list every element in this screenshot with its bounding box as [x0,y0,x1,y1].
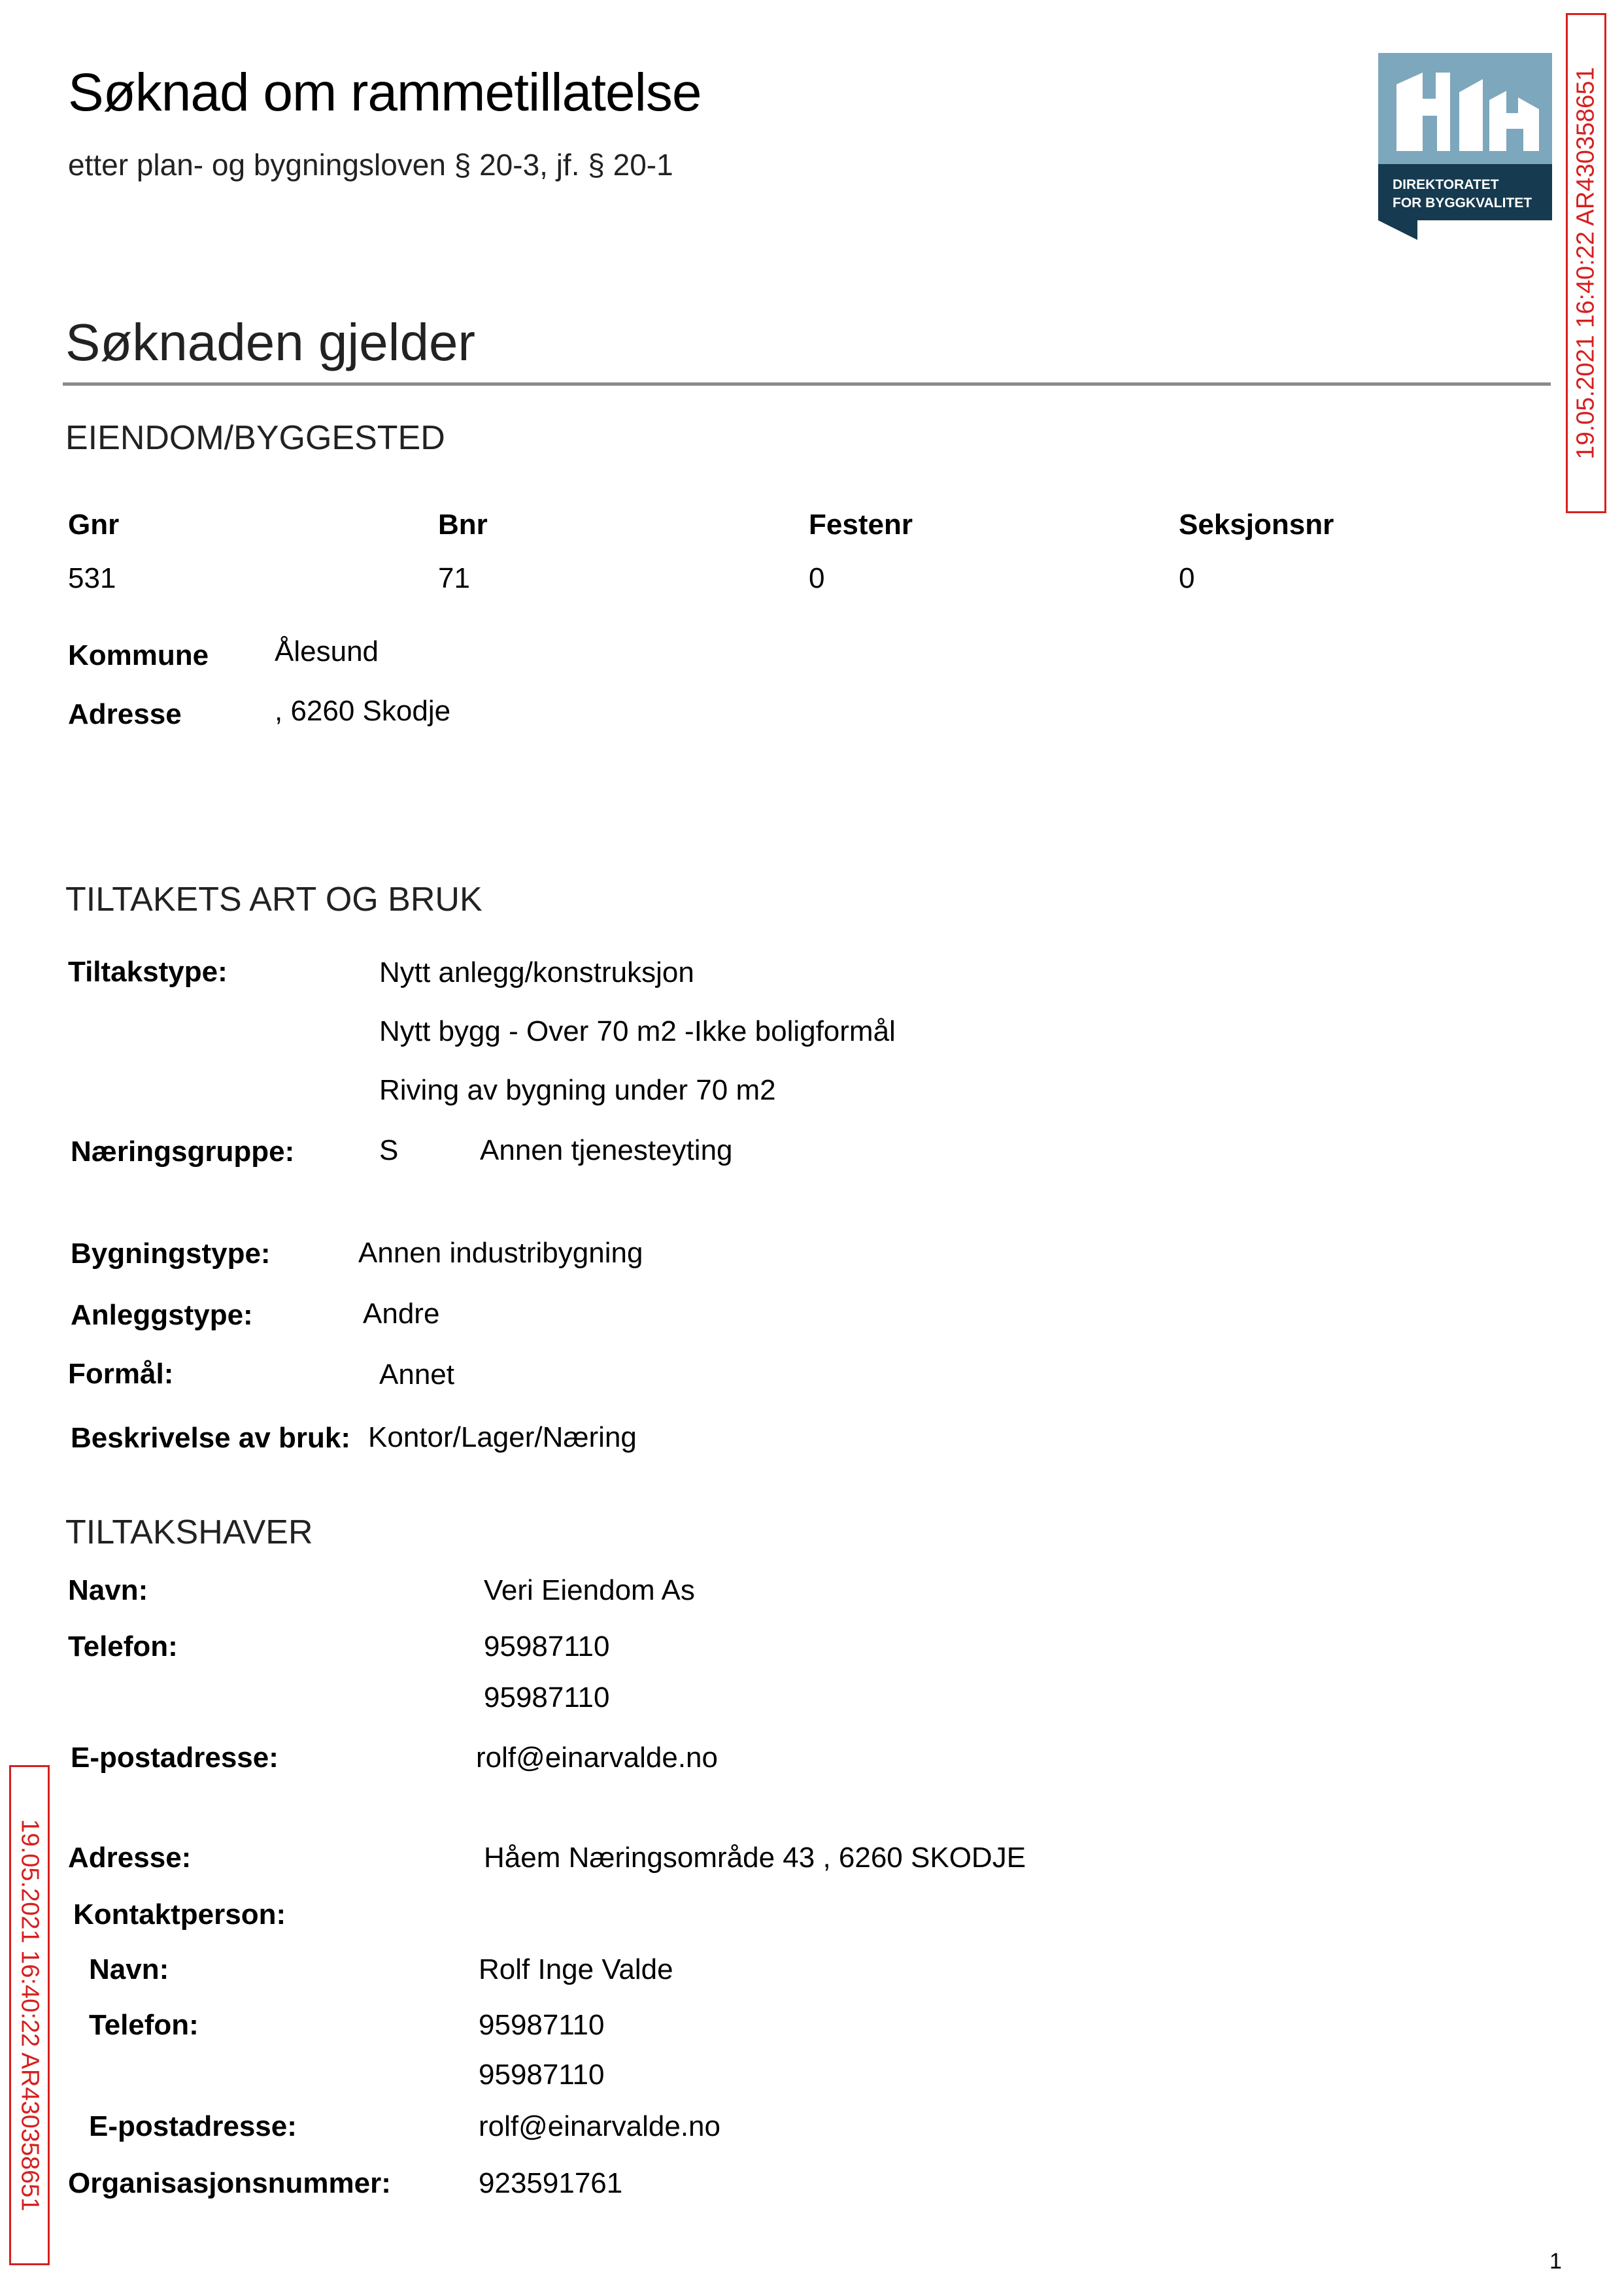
orgnr-label: Organisasjonsnummer: [68,2167,391,2199]
naeringsgruppe-code: S [379,1134,399,1166]
kontakt-navn-value: Rolf Inge Valde [479,1953,673,1985]
stamp-text: 19.05.2021 16:40:22 AR430358651 [1572,67,1600,460]
kontakt-epost-label: E-postadresse: [89,2110,297,2142]
date-stamp-bottom-left [9,1765,50,2265]
anleggstype-value: Andre [363,1298,440,1330]
seksjonsnr-value: 0 [1179,562,1195,594]
bygningstype-value: Annen industribygning [358,1237,643,1269]
stamp-text: 19.05.2021 16:40:22 AR430358651 [16,1819,44,2212]
orgnr-value: 923591761 [479,2167,623,2199]
tiltakstype-value-3: Riving av bygning under 70 m2 [379,1074,776,1106]
logo-text-line1: DIREKTORATET [1393,177,1499,192]
section-divider [63,382,1551,386]
seksjonsnr-label: Seksjonsnr [1179,509,1334,541]
kontakt-telefon-value-1: 95987110 [479,2009,605,2041]
telefon-label: Telefon: [68,1630,178,1662]
kommune-value: Ålesund [275,635,379,667]
tiltakstype-label: Tiltakstype: [68,956,228,988]
bygningstype-label: Bygningstype: [71,1238,271,1270]
date-stamp-top-right [1566,13,1606,513]
naeringsgruppe-value: Annen tjenesteyting [480,1134,733,1166]
logo-graphic [1378,53,1552,240]
section-title: Søknaden gjelder [65,313,476,371]
adresse-value: , 6260 Skodje [275,695,451,727]
tiltakshaver-heading: TILTAKSHAVER [65,1513,313,1551]
festenr-value: 0 [809,562,825,594]
formal-label: Formål: [68,1358,174,1390]
bnr-label: Bnr [438,509,488,541]
bnr-value: 71 [438,562,470,594]
adresse-label: Adresse [68,698,182,730]
tiltakstype-value-2: Nytt bygg - Over 70 m2 -Ikke boligformål [379,1015,896,1047]
telefon-value-2: 95987110 [484,1681,610,1713]
naeringsgruppe-label: Næringsgruppe: [71,1136,295,1168]
formal-value: Annet [379,1358,454,1391]
epost-label: E-postadresse: [71,1742,279,1774]
telefon-value-1: 95987110 [484,1630,610,1662]
tiltak-heading: TILTAKETS ART OG BRUK [65,881,482,919]
navn-label: Navn: [68,1574,148,1606]
document-subtitle: etter plan- og bygningsloven § 20-3, jf. § 20-1 [68,148,673,182]
tiltakshaver-adresse-label: Adresse: [68,1842,192,1874]
kontaktperson-label: Kontaktperson: [73,1898,286,1931]
eiendom-heading: EIENDOM/BYGGESTED [65,419,445,457]
anleggstype-label: Anleggstype: [71,1299,253,1331]
tiltakstype-value-1: Nytt anlegg/konstruksjon [379,956,694,988]
kontakt-telefon-value-2: 95987110 [479,2059,605,2091]
beskrivelse-value: Kontor/Lager/Næring [368,1421,637,1453]
kontakt-epost-value: rolf@einarvalde.no [479,2110,720,2142]
festenr-label: Festenr [809,509,913,541]
kontakt-navn-label: Navn: [89,1953,169,1985]
gnr-label: Gnr [68,509,120,541]
tiltakshaver-adresse-value: Håem Næringsområde 43 , 6260 SKODJE [484,1842,1026,1874]
gnr-value: 531 [68,562,116,594]
dibk-logo [1378,53,1552,240]
logo-text-line2: FOR BYGGKVALITET [1393,195,1532,211]
epost-value: rolf@einarvalde.no [476,1742,718,1774]
kontakt-telefon-label: Telefon: [89,2009,199,2041]
document-title: Søknad om rammetillatelse [68,63,702,122]
kommune-label: Kommune [68,639,209,671]
navn-value: Veri Eiendom As [484,1574,695,1606]
beskrivelse-label: Beskrivelse av bruk: [71,1422,351,1454]
page-number: 1 [1549,2249,1562,2274]
